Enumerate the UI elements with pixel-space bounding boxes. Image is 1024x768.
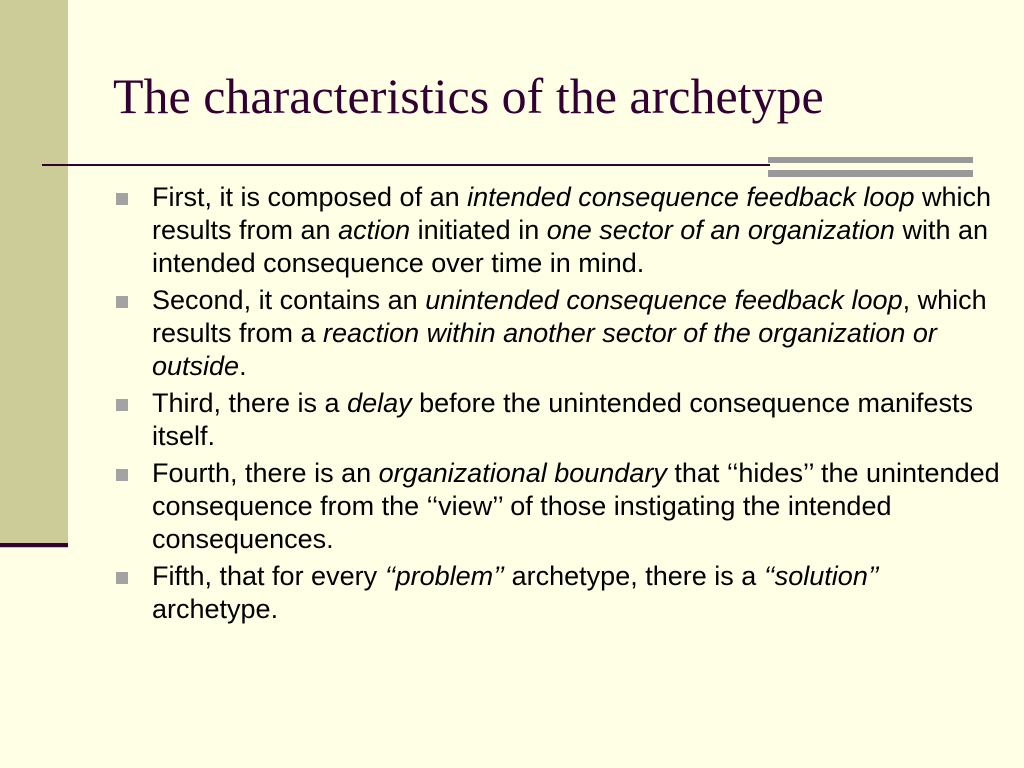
bullet-text-segment: archetype. (152, 594, 279, 624)
side-accent-band (0, 0, 68, 548)
bullet-text-segment: action (338, 215, 411, 245)
bullet-text-segment: ‘‘solution’’ (763, 561, 879, 591)
bullet-item-fourth (113, 457, 1003, 556)
square-bullet-icon (116, 399, 128, 411)
bullet-text-segment: with an intended consequence over time in mind. (152, 215, 989, 278)
bullet-text-segment: intended consequence feedback loop (467, 182, 915, 212)
bullet-text-segment: archetype, there is a (504, 561, 764, 591)
bullet-text-segment: organizational boundary (378, 458, 667, 488)
decorative-bar-top (768, 157, 973, 163)
square-bullet-icon (116, 296, 128, 308)
bullet-text-segment: before the unintended consequence manifests itself. (152, 388, 974, 451)
title-underline-rule (42, 164, 770, 166)
bullet-text-segment: , which results from a (152, 285, 987, 348)
square-bullet-icon (116, 469, 128, 481)
bullet-text-segment: that ‘‘hides’’ the unintended consequence from the ‘‘view’’ of those instigating the intended consequences. (152, 458, 1000, 554)
bullet-text-segment: . (239, 351, 247, 381)
bullet-text-segment: First, it is composed of an (152, 182, 468, 212)
square-bullet-icon (116, 572, 128, 584)
side-band-rule (0, 543, 68, 547)
bullet-item-third (113, 387, 1003, 453)
bullet-text-segment: initiated in (410, 215, 547, 245)
bullet-text-segment: ‘‘problem’’ (384, 561, 505, 591)
bullet-text-segment: Fifth, that for every (152, 561, 385, 591)
bullet-item-second (113, 284, 1003, 383)
bullet-text-segment: Second, it contains an (152, 285, 426, 315)
bullet-text-segment: Third, there is a (152, 388, 348, 418)
slide-title: The characteristics of the archetype (113, 68, 824, 124)
bullet-text-segment: delay (347, 388, 412, 418)
bullet-text-segment: Fourth, there is an (152, 458, 379, 488)
bullet-text-segment: which results from an (152, 182, 992, 245)
bullet-text-segment: one sector of an organization (546, 215, 895, 245)
bullet-item-fifth (113, 560, 1003, 626)
decorative-bar-bottom (768, 170, 973, 177)
bullet-list (113, 181, 1003, 630)
bullet-item-first (113, 181, 1003, 280)
square-bullet-icon (116, 193, 128, 205)
bullet-text-segment: reaction within another sector of the organization or outside (152, 318, 937, 381)
bullet-text-segment: unintended consequence feedback loop (425, 285, 903, 315)
